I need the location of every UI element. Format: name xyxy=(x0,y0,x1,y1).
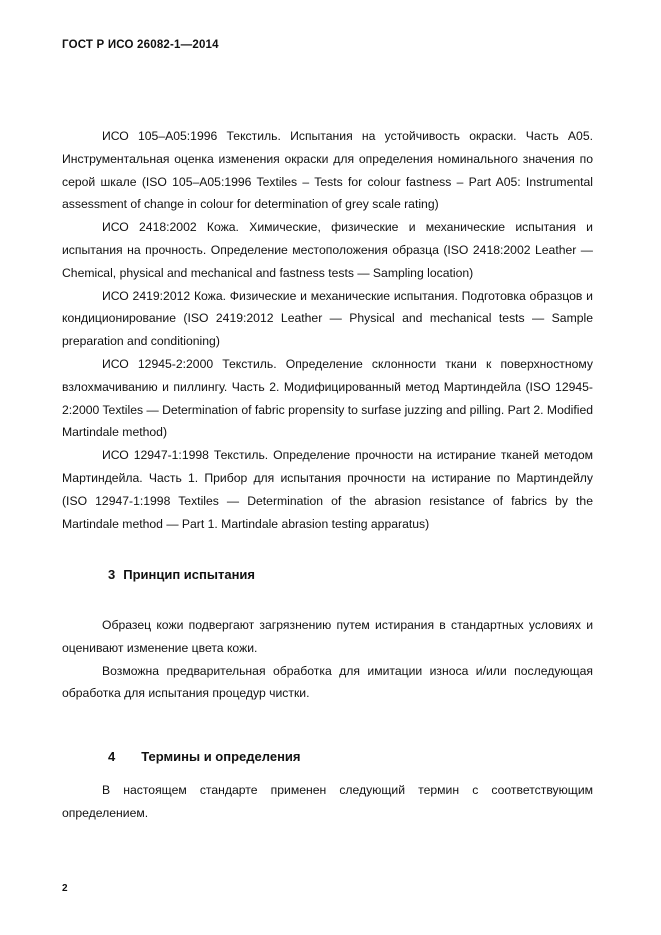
section-4-number: 4 xyxy=(108,749,116,764)
section-4-paragraph: В настоящем стандарте применен следующий термин с соответствующим определением. xyxy=(62,783,593,820)
section-4-title: Термины и определения xyxy=(141,749,301,764)
reference-iso-12945-2: ИСО 12945-2:2000 Текстиль. Определение склонности ткани к поверхностному взлохмачиванию и пиллингу. Часть 2. Модифицированный метод Мартиндейла (ISO 12945-2:2000 Textiles — Determination of fabric propensity to surfase juzzing and pilling. Part 2. Modified Martindale method) xyxy=(62,356,593,440)
normative-references-list xyxy=(62,125,593,535)
section-4-body xyxy=(62,779,593,825)
section-3-paragraph: Возможна предварительная обработка для имитации износа и/или последующая обработка для испытания процедур чистки. xyxy=(62,663,593,701)
page-number: 2 xyxy=(62,883,68,894)
reference-iso-12947-1: ИСО 12947-1:1998 Текстиль. Определение прочности на истирание тканей методом Мартиндейла. Часть 1. Прибор для испытания прочности на истирание по Мартиндейлу (ISO 12947-1:1998 Textiles — Determination of the abrasion resistance of fabrics by the Martindale method — Part 1. Martindale abrasion testing apparatus) xyxy=(62,448,593,531)
section-3-number: 3 xyxy=(108,567,116,582)
section-3-title: Принцип испытания xyxy=(123,567,256,582)
document-header: ГОСТ Р ИСО 26082-1—2014 xyxy=(62,39,219,51)
reference-iso-2418: ИСО 2418:2002 Кожа. Химические, физические и механические испытания и испытания на прочность. Определение местоположения образца (ISO 2418:2002 Leather — Chemical, physical and mechanical and fastness tests — Sampling location) xyxy=(62,220,593,280)
section-3-paragraph: Образец кожи подвергают загрязнению путем истирания в стандартных условиях и оценивают изменение цвета кожи. xyxy=(62,618,593,655)
reference-iso-2419: ИСО 2419:2012 Кожа. Физические и механические испытания. Подготовка образцов и кондиционирование (ISO 2419:2012 Leather — Physical and mechanical tests — Sample preparation and conditioning) xyxy=(62,288,593,349)
section-4-heading xyxy=(108,749,301,764)
reference-iso-105-a05: ИСО 105–А05:1996 Текстиль. Испытания на устойчивость окраски. Часть А05. Инструментальная оценка изменения окраски для определения номинального значения по серой шкале (ISO 105–A05:1996 Textiles – Tests for colour fastness – Part A05: Instrumental assessment of change in colour for determination of grey scale rating) xyxy=(62,129,593,212)
section-3-body xyxy=(62,614,593,705)
section-3-heading xyxy=(108,567,255,582)
